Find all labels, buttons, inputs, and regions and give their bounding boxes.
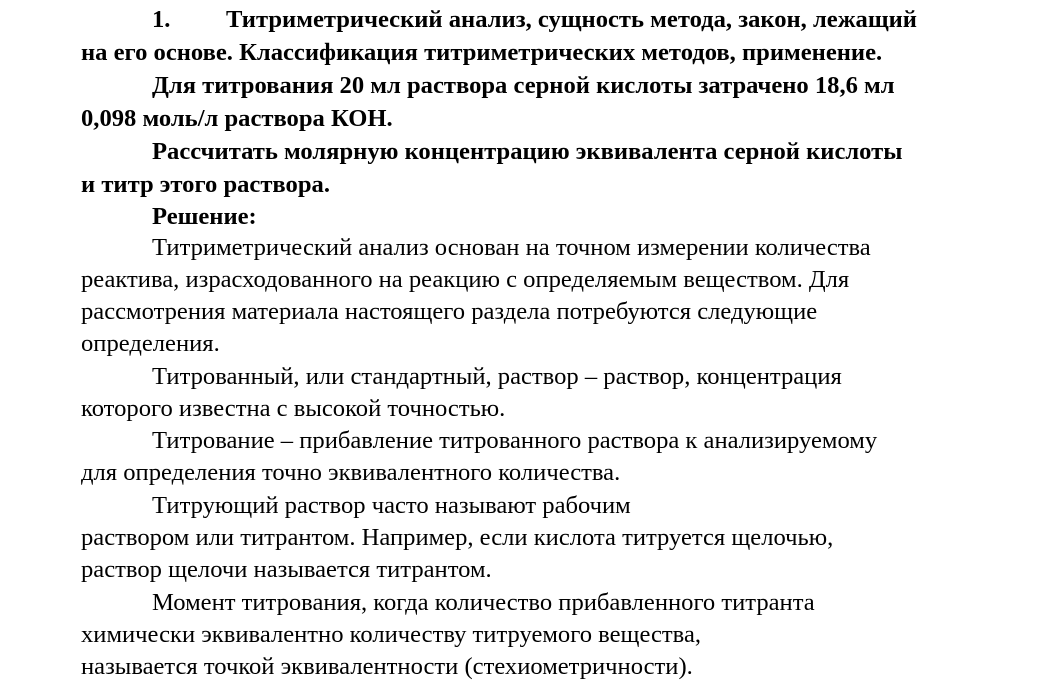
paragraph-3-line-2: для определения точно эквивалентного количества. bbox=[81, 459, 621, 486]
task-line-3: Рассчитать молярную концентрацию эквивалента серной кислоты bbox=[152, 138, 903, 165]
paragraph-1-line-2: реактива, израсходованного на реакцию с определяемым веществом. Для bbox=[81, 266, 850, 293]
solution-label: Решение: bbox=[152, 203, 257, 230]
paragraph-4-line-3: раствор щелочи называется титрантом. bbox=[81, 556, 492, 583]
paragraph-4-line-2: раствором или титрантом. Например, если кислота титруется щелочью, bbox=[81, 524, 834, 551]
paragraph-1-line-1: Титриметрический анализ основан на точном измерении количества bbox=[152, 234, 871, 261]
paragraph-5-line-3: называется точкой эквивалентности (стехиометричности). bbox=[81, 653, 693, 680]
question-heading-line-1 bbox=[152, 4, 917, 36]
question-number: 1. bbox=[152, 6, 171, 33]
paragraph-2-line-1: Титрованный, или стандартный, раствор – раствор, концентрация bbox=[152, 363, 842, 390]
task-line-1: Для титрования 20 мл раствора серной кислоты затрачено 18,6 мл bbox=[152, 72, 895, 99]
question-heading-line-2: на его основе. Классификация титриметрических методов, применение. bbox=[81, 39, 883, 66]
paragraph-1-line-3: рассмотрения материала настоящего раздела потребуются следующие bbox=[81, 298, 818, 325]
task-line-2: 0,098 моль/л раствора КОН. bbox=[81, 105, 393, 132]
question-heading-text-1: Титриметрический анализ, сущность метода, закон, лежащий bbox=[226, 6, 917, 33]
paragraph-2-line-2: которого известна с высокой точностью. bbox=[81, 395, 506, 422]
paragraph-5-line-1: Момент титрования, когда количество прибавленного титранта bbox=[152, 589, 815, 616]
paragraph-3-line-1: Титрование – прибавление титрованного раствора к анализируемому bbox=[152, 427, 878, 454]
paragraph-1-line-4: определения. bbox=[81, 330, 220, 357]
paragraph-4-line-1: Титрующий раствор часто называют рабочим bbox=[152, 492, 631, 519]
paragraph-5-line-2: химически эквивалентно количеству титруемого вещества, bbox=[81, 621, 702, 648]
task-line-4: и титр этого раствора. bbox=[81, 171, 330, 198]
